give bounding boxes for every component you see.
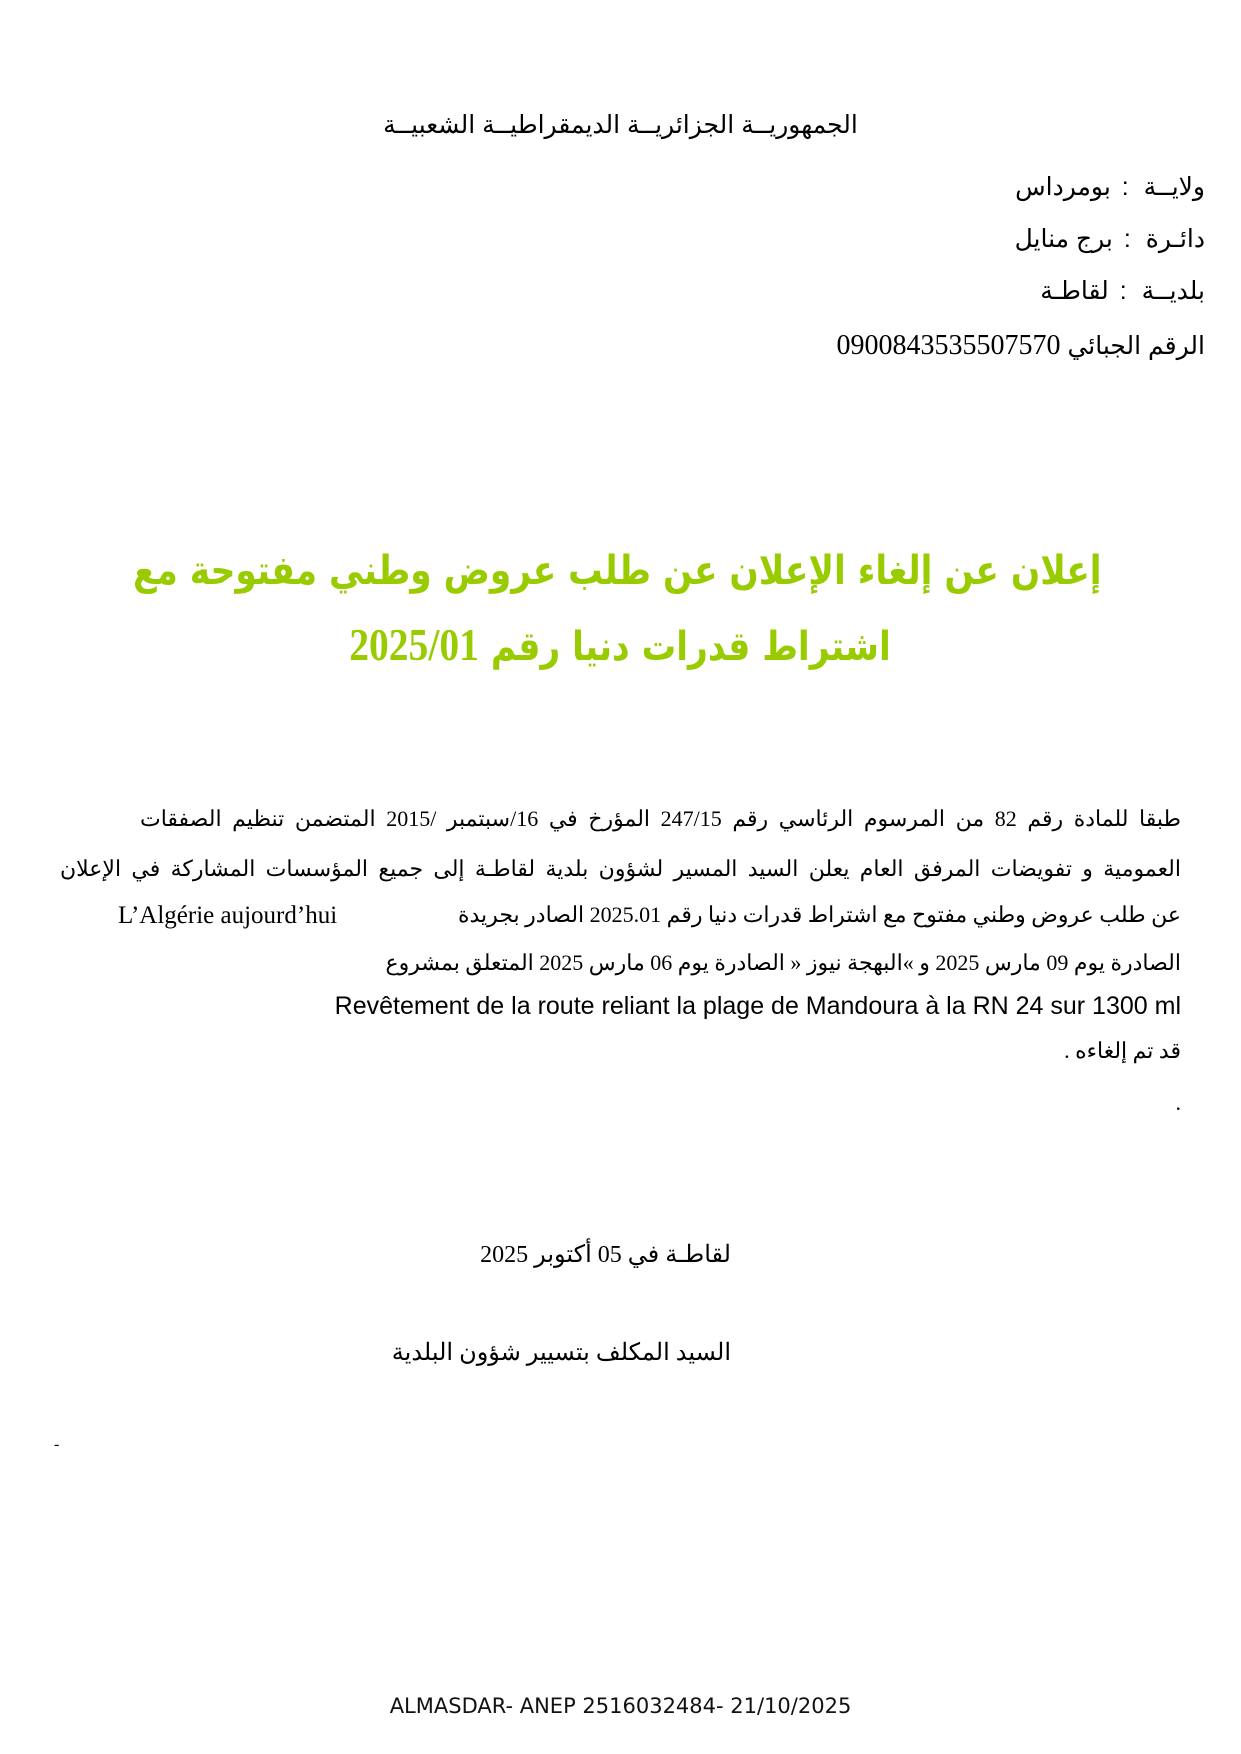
project-title-fr: Revêtement de la route reliant la plage de Mandoura à la RN 24 sur 1300 ml [334,992,1181,1020]
body-line-cancelled: قد تم إلغاءه . [1064,1038,1181,1063]
separator: : [1119,277,1127,305]
wilaya-line [1015,172,1205,202]
body-line-3 [118,902,1181,930]
tax-id-label: الرقم الجبائي [1067,332,1205,360]
notice-title-text: اشتراط قدرات دنيا رقم [490,624,891,670]
daira-line [1015,224,1205,254]
trailing-dot: . [1175,1090,1181,1115]
newspaper-name: L’Algérie aujourd’hui [118,902,338,929]
body-line-4: الصادرة يوم 09 مارس 2025 و »البهجة نيوز « الصادرة يوم 06 مارس 2025 المتعلق بمشروع [385,950,1181,975]
wilaya-label: ولايــة [1143,173,1205,201]
country-header: الجمهوريــة الجزائريــة الديمقراطيــة الشعبيــة [383,111,858,139]
notice-title-line-2 [138,618,1101,671]
body-line-3-arabic: عن طلب عروض وطني مفتوح مع اشتراط قدرات دنيا رقم 2025.01 الصادر بجريدة [457,902,1181,927]
body-line-2: العمومية و تفويضات المرفق العام يعلن السيد المسير لشؤون بلدية لقاطـة إلى جميع المؤسسات المشاركة في الإعلان [60,856,1181,881]
notice-number: 2025/01 [349,619,479,670]
daira-label: دائـرة [1145,225,1205,253]
margin-mark: - [54,1436,60,1453]
daira-value: برج منايل [1014,225,1113,253]
body-line-1: طبقا للمادة رقم 82 من المرسوم الرئاسي رقم 247/15 المؤرخ في 16/سبتمبر /2015 المتضمن تنظيم الصفقات [140,806,1182,831]
tax-id-line [836,330,1205,362]
separator: : [1123,225,1131,253]
commune-value: لقاطـة [1040,277,1109,305]
place-date: لقاطـة في 05 أكتوبر 2025 [480,1242,731,1268]
tax-id-value: 0900843535507570 [836,330,1061,361]
commune-label: بلديــة [1141,277,1205,305]
notice-title-line-1: إعلان عن إلغاء الإعلان عن طلب عروض وطني مفتوحة مع [132,548,1102,594]
signatory: السيد المكلف بتسيير شؤون البلدية [391,1340,731,1366]
commune-line [1040,276,1205,306]
wilaya-value: بومرداس [1015,173,1111,201]
footer-reference: ALMASDAR- ANEP 2516032484- 21/10/2025 [389,1694,852,1718]
separator: : [1121,173,1129,201]
